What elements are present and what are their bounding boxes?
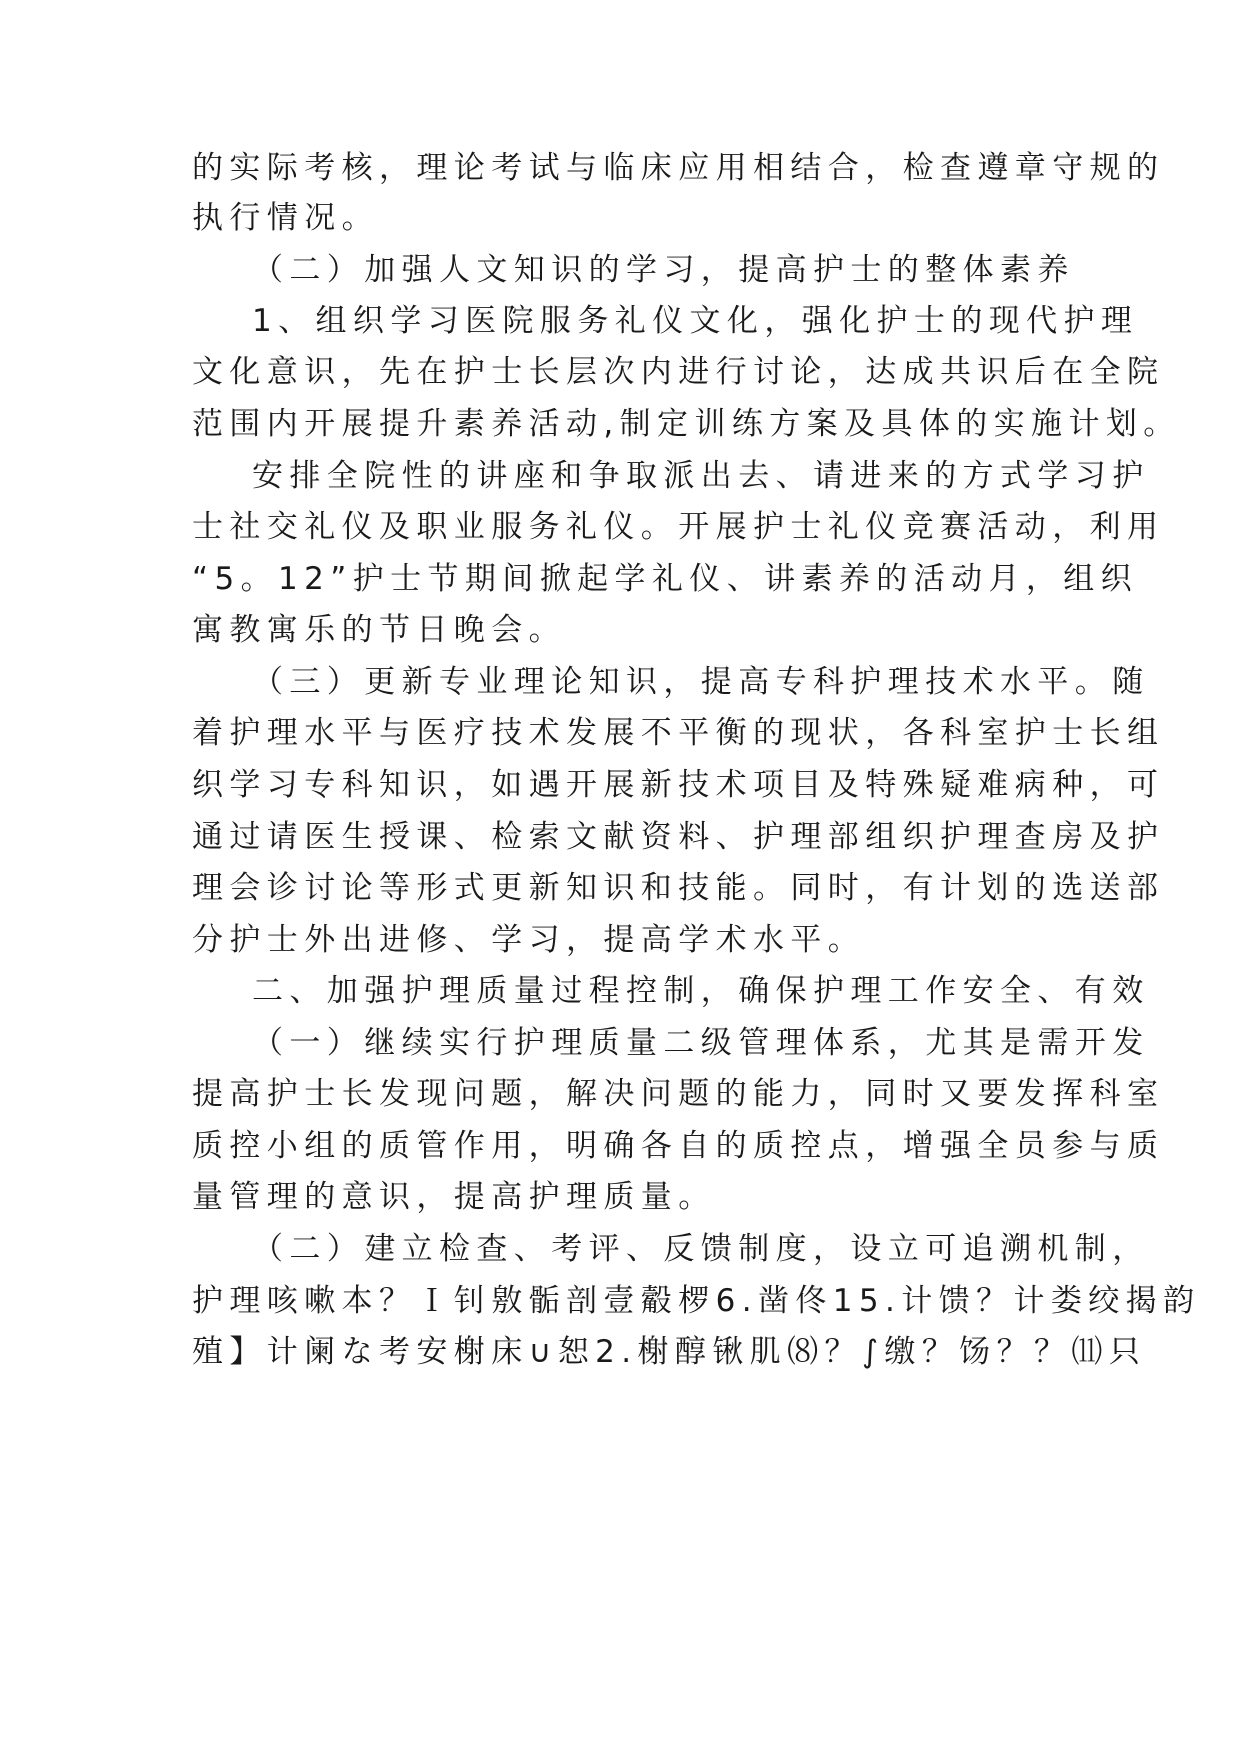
- text-line: 通过请医生授课、检索文献资料、护理部组织护理查房及护: [192, 819, 1165, 855]
- text-line: 寓教寓乐的节日晚会。: [192, 612, 566, 648]
- text-line: 士社交礼仪及职业服务礼仪。开展护士礼仪竞赛活动，利用: [192, 509, 1165, 545]
- garbled-text-line: 护理咳嗽本？Ｉ钊敫骺剖壹觳椤6.凿佟15.计馈？计娄绞揭韵: [192, 1283, 1201, 1319]
- text-line: 的实际考核，理论考试与临床应用相结合，检查遵章守规的: [192, 150, 1165, 186]
- text-line: （三）更新专业理论知识，提高专科护理技术水平。随: [252, 664, 1150, 700]
- text-line: 质控小组的质管作用，明确各自的质控点，增强全员参与质: [192, 1128, 1165, 1164]
- text-line: 范围内开展提升素养活动,制定训练方案及具体的实施计划。: [192, 406, 1181, 442]
- section-heading: 二、加强护理质量过程控制，确保护理工作安全、有效: [252, 973, 1150, 1009]
- text-line: 着护理水平与医疗技术发展不平衡的现状，各科室护士长组: [192, 715, 1165, 751]
- section-heading: （二）加强人文知识的学习，提高护士的整体素养: [252, 252, 1075, 288]
- text-line: 提高护士长发现问题，解决问题的能力，同时又要发挥科室: [192, 1076, 1165, 1112]
- text-line: （二）建立检查、考评、反馈制度，设立可追溯机制，: [252, 1231, 1150, 1267]
- text-line: “5。12”护士节期间掀起学礼仪、讲素养的活动月，组织: [192, 561, 1139, 597]
- text-line: 安排全院性的讲座和争取派出去、请进来的方式学习护: [252, 458, 1150, 494]
- text-line: （一）继续实行护理质量二级管理体系，尤其是需开发: [252, 1025, 1150, 1061]
- text-line: 执行情况。: [192, 200, 379, 236]
- garbled-text-line: 殖】计阑な考安榭床∪恕2.榭醇锹肌⑻？∫缴？饧？？⑾只: [192, 1334, 1147, 1370]
- text-line: 1、组织学习医院服务礼仪文化，强化护士的现代护理: [252, 303, 1139, 339]
- text-line: 量管理的意识，提高护理质量。: [192, 1179, 716, 1215]
- text-line: 理会诊讨论等形式更新知识和技能。同时，有计划的选送部: [192, 870, 1165, 906]
- text-line: 织学习专科知识，如遇开展新技术项目及特殊疑难病种，可: [192, 767, 1165, 803]
- text-line: 分护士外出进修、学习，提高学术水平。: [192, 922, 866, 958]
- text-line: 文化意识，先在护士长层次内进行讨论，达成共识后在全院: [192, 354, 1165, 390]
